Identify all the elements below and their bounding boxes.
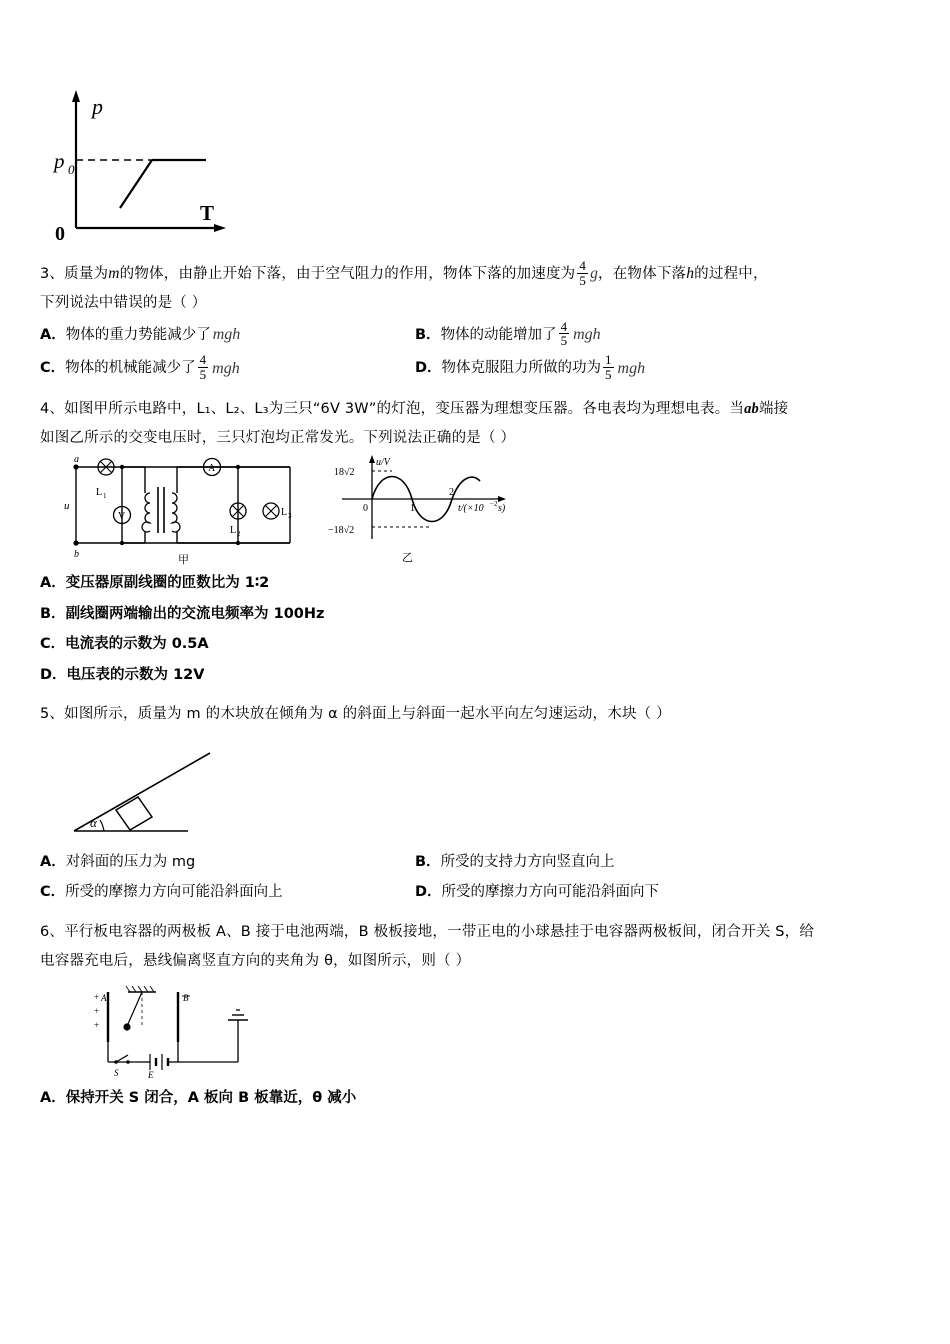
question-6-option-a-row [40, 1083, 908, 1113]
svg-text:u/V: u/V [376, 457, 390, 469]
q5-option-b[interactable] [415, 847, 835, 877]
svg-text:+: + [94, 1005, 100, 1016]
q3-option-c[interactable] [40, 352, 415, 386]
question-5-options-row-2 [40, 877, 908, 907]
svg-text:T: T [200, 201, 215, 225]
svg-text:p: p [54, 149, 65, 173]
svg-text:1: 1 [410, 503, 415, 515]
question-4-option-b-row [40, 599, 908, 629]
q4-option-d-label: D． [40, 666, 67, 683]
svg-text:A: A [101, 992, 107, 1003]
q6-number: 6、 [40, 923, 65, 940]
svg-text:L: L [96, 487, 103, 499]
question-4-option-d-row [40, 660, 908, 690]
q6-stem-text1: 平行板电容器的两极板 A、B 接于电池两端，B 极板接地，一带正电的小球悬挂于电容器两极板间，闭合开关 S，给 [64, 923, 815, 940]
q6-option-a-label: A． [40, 1089, 66, 1106]
figure-parallel-plate-capacitor-circuit [70, 984, 908, 1079]
q3-option-c-label: C． [40, 360, 66, 377]
svg-text:b: b [74, 549, 79, 561]
q3-option-d-fraction: $\frac{1}{5}$ [605, 352, 612, 382]
svg-text:t/(×10: t/(×10 [458, 503, 484, 515]
question-5 [40, 700, 908, 908]
q5-option-d[interactable] [415, 877, 835, 907]
q3-option-a-math: mgh [212, 326, 241, 343]
q4-option-b-text: 副线圈两端输出的交流电频率为 100Hz [65, 605, 325, 622]
question-5-options-row-1 [40, 847, 908, 877]
question-4-stem-line1 [40, 395, 908, 424]
svg-text:s): s) [498, 503, 506, 515]
question-4-option-a-row [40, 568, 908, 598]
q3-height-symbol: h [686, 265, 695, 282]
svg-text:u: u [64, 500, 70, 513]
q3-option-a-label: A． [40, 326, 66, 343]
q3-stem-part3: ，在物体下落 [598, 266, 687, 282]
svg-text:B: B [183, 992, 189, 1003]
q5-option-d-text: 所受的摩擦力方向可能沿斜面向下 [441, 884, 660, 901]
svg-text:18√2: 18√2 [334, 467, 355, 479]
q6-option-a[interactable] [40, 1083, 908, 1113]
q3-fraction: $\frac{4}{5}$ [579, 257, 587, 288]
q5-option-d-label: D． [415, 884, 442, 901]
svg-text:3: 3 [288, 512, 292, 521]
q4-terminal-ab: ab [744, 401, 759, 418]
q4-option-a-text: 变压器原副线圈的匝数比为 1∶2 [65, 575, 270, 592]
q5-option-a-text: 对斜面的压力为 mg [65, 853, 196, 870]
q4-option-c-label: C． [40, 636, 66, 653]
q4-option-b-label: B． [40, 605, 66, 622]
q5-option-c-text: 所受的摩擦力方向可能沿斜面向上 [65, 884, 283, 901]
q3-option-d-text: 物体克服阻力所做的功为 [441, 360, 602, 377]
q4-option-d[interactable] [40, 660, 908, 690]
q4-option-a-label: A． [40, 575, 66, 592]
q5-stem-text: 如图所示，质量为 m 的木块放在倾角为 α 的斜面上与斜面一起水平向左匀速运动，木块（ ） [64, 705, 671, 722]
question-4-stem-line2: 如图乙所示的交变电压时，三只灯泡均正常发光。下列说法正确的是（ ） [40, 430, 516, 447]
svg-text:E: E [148, 1069, 154, 1079]
questions-container [40, 258, 908, 1117]
q3-stem-part1: 质量为 [64, 266, 109, 282]
q3-stem-part2: 的物体，由静止开始下落，由于空气阻力的作用，物体下落的加速度为 [119, 266, 576, 282]
svg-text:L: L [230, 525, 237, 537]
q3-option-b-text: 物体的动能增加了 [440, 326, 557, 343]
question-6-stem-line2: 电容器充电后，悬线偏离竖直方向的夹角为 θ，如图所示，则（ ） [40, 952, 471, 969]
question-3-stem-line2: 下列说法中错误的是（ ） [40, 295, 207, 311]
q4-stem-text1: 如图甲所示电路中，L₁、L₂、L₃为三只“6V 3W”的灯泡，变压器为理想变压器。各电表均为理想电表。当 [64, 401, 745, 418]
question-4-option-c-row [40, 629, 908, 659]
figure-pressure-temperature-graph [48, 80, 278, 240]
svg-text:0: 0 [55, 223, 65, 240]
question-3 [40, 258, 908, 385]
q3-mass-symbol: m [108, 265, 120, 282]
svg-text:2: 2 [237, 530, 241, 539]
q3-accel-symbol: g [590, 265, 599, 282]
q4-stem-text1-end: 端接 [758, 401, 789, 418]
q3-number: 3、 [40, 266, 65, 282]
svg-text:1: 1 [103, 492, 107, 501]
q4-option-c[interactable] [40, 629, 908, 659]
q3-option-c-math: mgh [212, 359, 240, 377]
q3-option-a-text: 物体的重力势能减少了 [65, 326, 211, 343]
q5-option-c[interactable] [40, 877, 415, 907]
svg-text:0: 0 [68, 162, 75, 177]
svg-text:乙: 乙 [402, 551, 413, 565]
question-5-stem [40, 700, 908, 729]
q4-option-d-text: 电压表的示数为 12V [66, 666, 205, 683]
q4-option-a[interactable] [40, 568, 908, 598]
question-3-stem [40, 258, 908, 289]
q5-option-b-label: B． [415, 853, 441, 870]
q3-option-d-math: mgh [617, 359, 646, 377]
figure-transformer-and-waveform [60, 453, 908, 568]
q3-option-d[interactable] [415, 352, 835, 386]
q3-option-b-label: B． [415, 326, 441, 343]
svg-text:−18√2: −18√2 [328, 525, 355, 537]
q3-option-c-text: 物体的机械能减少了 [65, 360, 196, 377]
q5-number: 5、 [40, 705, 65, 722]
svg-text:A: A [208, 463, 216, 475]
question-3-options-row-2 [40, 352, 908, 386]
q5-option-c-label: C． [40, 884, 66, 901]
q4-number: 4、 [40, 401, 65, 418]
svg-text:S: S [114, 1067, 119, 1078]
q4-option-c-text: 电流表的示数为 0.5A [65, 636, 209, 653]
question-6-stem-line1 [40, 918, 908, 947]
q6-option-a-text: 保持开关 S 闭合，A 板向 B 板靠近，θ 减小 [65, 1089, 357, 1106]
svg-text:0: 0 [363, 503, 368, 515]
q3-option-b-math: mgh [573, 326, 601, 343]
svg-text:a: a [74, 454, 79, 466]
svg-text:2: 2 [449, 487, 454, 499]
q5-option-a-label: A． [40, 853, 66, 870]
svg-text:+: + [94, 991, 100, 1002]
q3-option-d-label: D． [415, 360, 442, 377]
question-4 [40, 395, 908, 690]
question-3-options-row-1 [40, 318, 908, 352]
q3-stem-part4: 的过程中， [694, 266, 768, 282]
question-6 [40, 918, 908, 1113]
figure-inclined-plane-block [60, 735, 908, 845]
q4-option-b[interactable] [40, 599, 908, 629]
q3-option-b-fraction: $\frac{4}{5}$ [560, 318, 568, 349]
svg-text:−2: −2 [490, 500, 498, 509]
q3-option-a[interactable] [40, 318, 415, 352]
q5-option-b-text: 所受的支持力方向竖直向上 [440, 853, 615, 870]
svg-text:p: p [92, 94, 103, 119]
q3-option-c-fraction: $\frac{4}{5}$ [199, 352, 207, 382]
svg-text:甲: 甲 [178, 553, 189, 567]
q3-option-b[interactable] [415, 318, 835, 352]
q5-option-a[interactable] [40, 847, 415, 877]
svg-text:+: + [94, 1019, 100, 1030]
svg-text:α: α [90, 814, 97, 830]
svg-text:V: V [118, 511, 126, 523]
svg-text:L: L [281, 507, 288, 519]
